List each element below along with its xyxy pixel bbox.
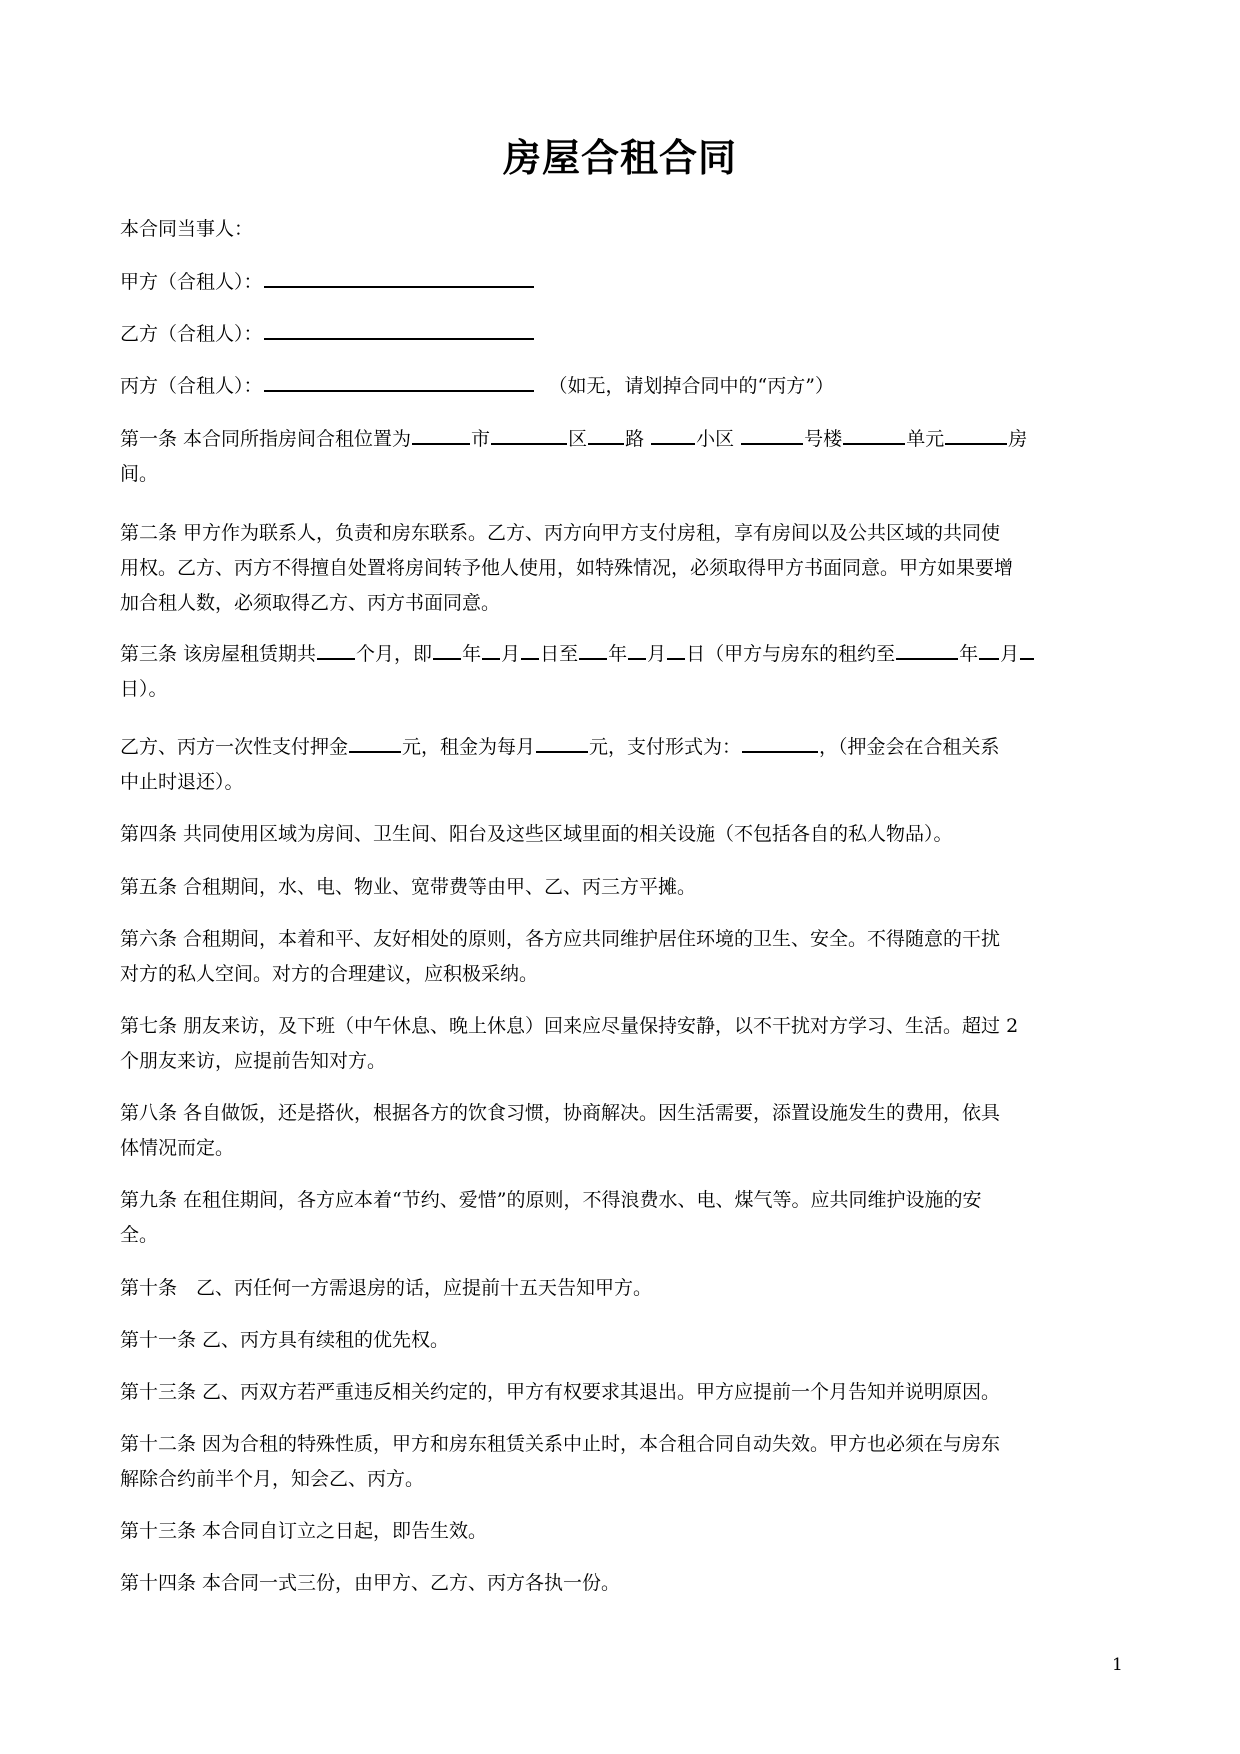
clause-3: 第三条 该房屋租赁期共 个月，即 年 月 日至 年 月 日（甲方与房东的租约至 年 月 日）。: [120, 636, 1125, 707]
landlord-day-blank[interactable]: [1020, 636, 1034, 660]
end-year-blank[interactable]: [579, 636, 607, 660]
start-day-blank[interactable]: [521, 636, 539, 660]
lease-months-blank[interactable]: [317, 636, 355, 660]
start-month-blank[interactable]: [482, 636, 500, 660]
end-month-blank[interactable]: [628, 636, 646, 660]
party-b-label: 乙方（合租人）：: [120, 323, 263, 345]
clause-11: 第十一条 乙、丙方具有续租的优先权。: [120, 1329, 450, 1351]
party-a-name-blank[interactable]: [264, 264, 534, 288]
clause-7: 第七条 朋友来访，及下班（中午休息、晚上休息）回来应尽量保持安静，以不干扰对方学习、生活。超过 2 个朋友来访，应提前告知对方。: [120, 1015, 1019, 1072]
party-a-line: [120, 264, 1125, 300]
clause-14: 第十四条 本合同一式三份，由甲方、乙方、丙方各执一份。: [120, 1572, 621, 1594]
deposit-amount-blank[interactable]: [349, 729, 401, 753]
clause-1: 第一条 本合同所指房间合租位置为 市 区 路 小区 号楼 单元 房 间。: [120, 421, 1125, 492]
unit-blank[interactable]: [843, 421, 905, 445]
party-b-line: [120, 316, 1125, 352]
end-day-blank[interactable]: [667, 636, 685, 660]
payment-method-blank[interactable]: [742, 729, 818, 753]
clause-9: 第九条 在租住期间，各方应本着“节约、爱惜”的原则，不得浪费水、电、煤气等。应共同维护设施的安 全。: [120, 1189, 982, 1246]
party-c-note: （如无，请划掉合同中的“丙方”）: [548, 375, 834, 397]
start-year-blank[interactable]: [433, 636, 461, 660]
landlord-month-blank[interactable]: [979, 636, 999, 660]
document-title: 房屋合租合同: [502, 135, 737, 180]
clause-5: 第五条 合租期间，水、电、物业、宽带费等由甲、乙、丙三方平摊。: [120, 876, 697, 898]
deposit-paragraph: 乙方、丙方一次性支付押金 元，租金为每月 元，支付形式为： ，（押金会在合租关系 中止时退还）。: [120, 729, 1125, 800]
parties-label: 本合同当事人：: [120, 218, 254, 240]
party-c-label: 丙方（合租人）：: [120, 375, 263, 397]
clause-2: 第二条 甲方作为联系人，负责和房东联系。乙方、丙方向甲方支付房租，享有房间以及公共区域的共同使 用权。乙方、丙方不得擅自处置将房间转予他人使用，如特殊情况，必须取得甲方书面同意。甲方如果要增 加合租人数，必须取得乙方、丙方书面同意。: [120, 522, 1014, 614]
party-b-name-blank[interactable]: [264, 316, 534, 340]
party-c-name-blank[interactable]: [264, 368, 534, 392]
clause-10: 第十条 乙、丙任何一方需退房的话，应提前十五天告知甲方。: [120, 1277, 653, 1299]
clause-13-effective: 第十三条 本合同自订立之日起，即告生效。: [120, 1520, 488, 1542]
landlord-year-blank[interactable]: [896, 636, 958, 660]
building-blank[interactable]: [741, 421, 803, 445]
clause-13-withdrawal: 第十三条 乙、丙双方若严重违反相关约定的，甲方有权要求其退出。甲方应提前一个月告知并说明原因。: [120, 1381, 1001, 1403]
city-blank[interactable]: [412, 421, 470, 445]
room-blank[interactable]: [945, 421, 1007, 445]
page-number: 1: [1112, 1655, 1123, 1675]
clause-12: 第十二条 因为合租的特殊性质，甲方和房东租赁关系中止时，本合租合同自动失效。甲方也必须在与房东 解除合约前半个月，知会乙、丙方。: [120, 1433, 1001, 1490]
clause-6: 第六条 合租期间，本着和平、友好相处的原则，各方应共同维护居住环境的卫生、安全。不得随意的干扰 对方的私人空间。对方的合理建议，应积极采纳。: [120, 928, 1001, 985]
road-blank[interactable]: [588, 421, 624, 445]
party-c-line: [120, 368, 1125, 404]
clause-8: 第八条 各自做饭，还是搭伙，根据各方的饮食习惯，协商解决。因生活需要，添置设施发生的费用，依具 体情况而定。: [120, 1102, 1001, 1159]
district-blank[interactable]: [491, 421, 567, 445]
monthly-rent-blank[interactable]: [536, 729, 588, 753]
party-a-label: 甲方（合租人）：: [120, 271, 263, 293]
clause-4: 第四条 共同使用区域为房间、卫生间、阳台及这些区域里面的相关设施（不包括各自的私人物品）。: [120, 823, 953, 845]
community-blank[interactable]: [651, 421, 695, 445]
